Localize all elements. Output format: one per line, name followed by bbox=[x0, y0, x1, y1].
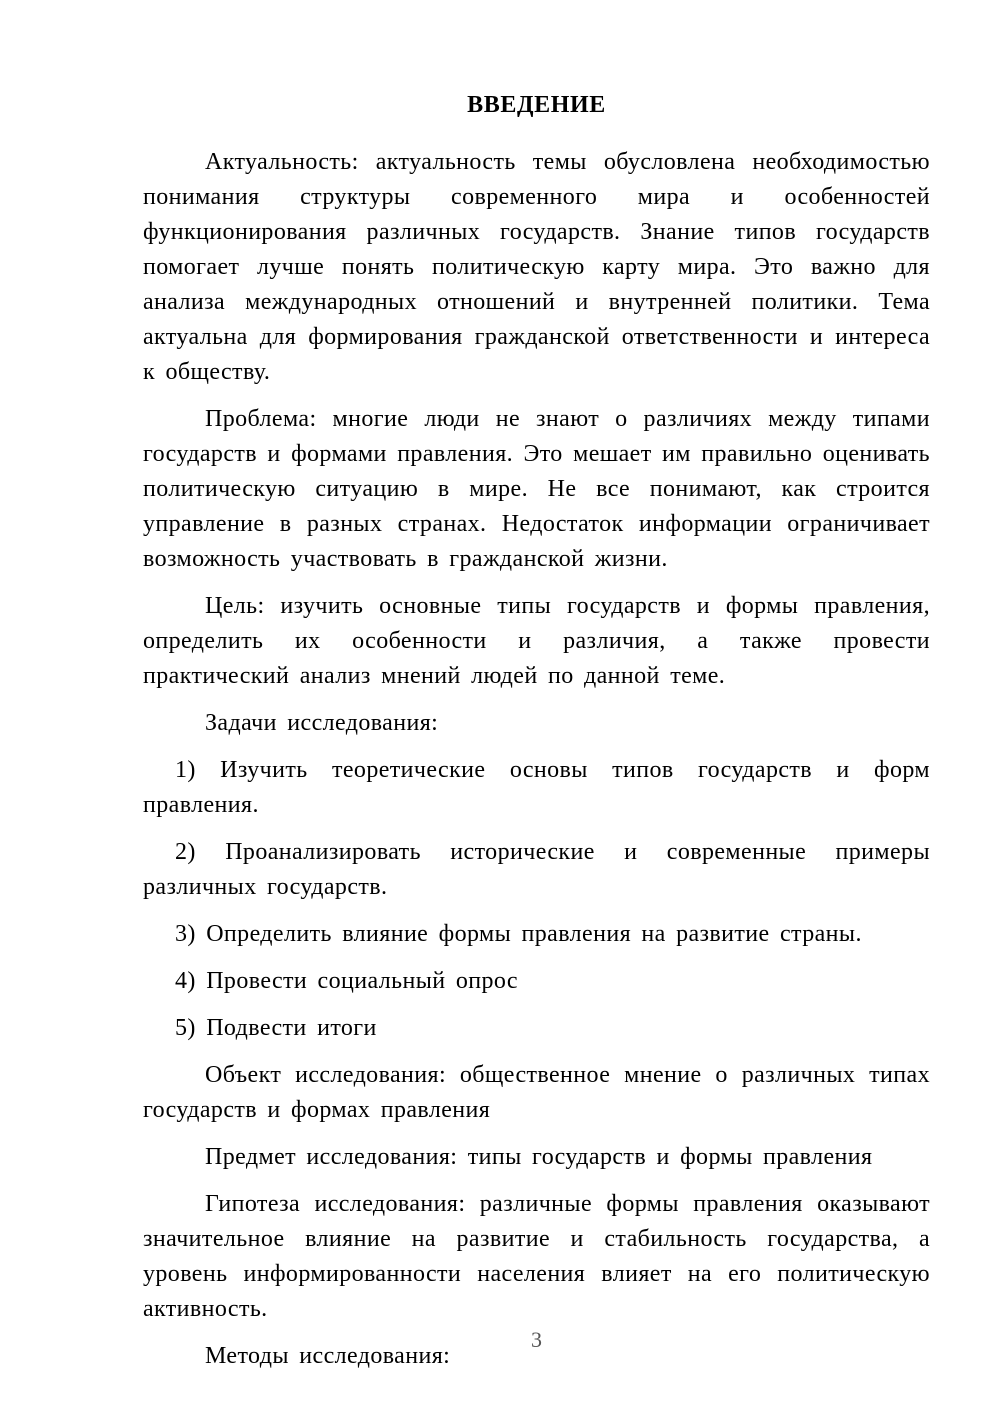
page-title: ВВЕДЕНИЕ bbox=[467, 92, 606, 118]
paragraph-goal: Цель: изучить основные типы государств и формы правления, определить их особенности и различия, а также провести практический анализ мнений людей по данной теме. bbox=[143, 593, 930, 689]
paragraph-problem: Проблема: многие люди не знают о различиях между типами государств и формами правления. Это мешает им правильно оценивать политическую ситуацию в мире. Не все понимают, как строится управление в разных странах. Недостаток информации ограничивает возможность участвовать в гражданской жизни. bbox=[143, 406, 930, 572]
task-item-4: 4) Провести социальный опрос bbox=[175, 968, 518, 994]
paragraph-subject: Предмет исследования: типы государств и формы правления bbox=[205, 1144, 873, 1170]
task-item-3: 3) Определить влияние формы правления на развитие страны. bbox=[175, 921, 862, 947]
task-item-2: 2) Проанализировать исторические и современные примеры различных государств. bbox=[143, 839, 930, 900]
paragraph-relevance: Актуальность: актуальность темы обусловлена необходимостью понимания структуры современного мира и особенностей функционирования различных государств. Знание типов государств помогает лучше понять политическую карту мира. Это важно для анализа международных отношений и внутренней политики. Тема актуальна для формирования гражданской ответственности и интереса к обществу. bbox=[143, 149, 930, 385]
paragraph-object: Объект исследования: общественное мнение о различных типах государств и формах правления bbox=[143, 1062, 930, 1123]
tasks-heading: Задачи исследования: bbox=[205, 710, 439, 736]
paragraph-hypothesis: Гипотеза исследования: различные формы правления оказывают значительное влияние на развитие и стабильность государства, а уровень информированности населения влияет на его политическую активность. bbox=[143, 1191, 930, 1322]
task-item-1: 1) Изучить теоретические основы типов государств и форм правления. bbox=[143, 757, 930, 818]
page-number: 3 bbox=[531, 1327, 542, 1352]
task-item-5: 5) Подвести итоги bbox=[175, 1015, 377, 1041]
document-body bbox=[143, 88, 930, 1386]
methods-heading: Методы исследования: bbox=[205, 1343, 451, 1369]
